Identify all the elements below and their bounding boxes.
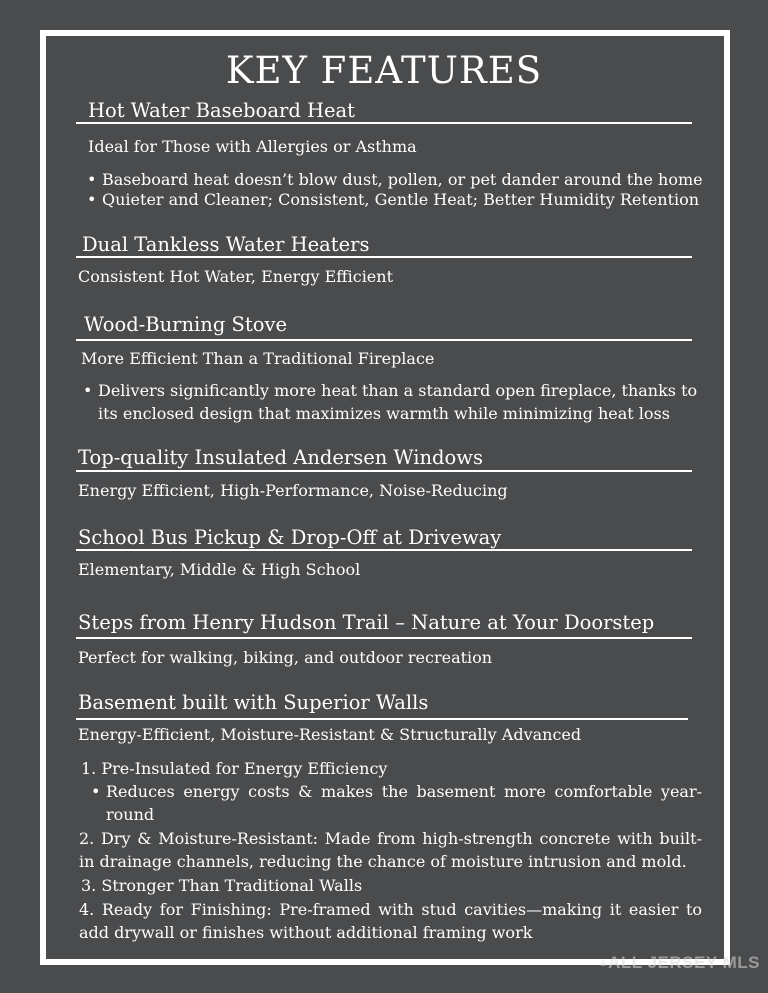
subtitle-school-bus: Elementary, Middle & High School (78, 560, 361, 579)
list-item: 1. Pre-Insulated for Energy Efficiency (81, 759, 388, 778)
heading-school-bus: School Bus Pickup & Drop-Off at Driveway (78, 526, 502, 549)
subtitle-henry-hudson-trail: Perfect for walking, biking, and outdoor recreation (78, 648, 493, 667)
list-item: 3. Stronger Than Traditional Walls (81, 876, 363, 895)
house-logo-icon (600, 946, 606, 980)
bullet-item: • Quieter and Cleaner; Consistent, Gentle Heat; Better Humidity Retention (102, 188, 699, 211)
bullet-item: • Reduces energy costs & makes the basement more comfortable year-round (106, 780, 702, 826)
heading-andersen-windows: Top-quality Insulated Andersen Windows (78, 446, 483, 469)
watermark-text: ALL JERSEY MLS (608, 953, 760, 972)
bullet-item: • Delivers significantly more heat than a standard open fireplace, thanks to its enclosed design that maximizes warmth while minimizing heat loss (98, 379, 700, 425)
heading-rule (76, 470, 692, 472)
heading-rule (76, 637, 692, 639)
subtitle-tankless-heaters: Consistent Hot Water, Energy Efficient (78, 267, 394, 286)
heading-rule (76, 122, 692, 124)
heading-tankless-heaters: Dual Tankless Water Heaters (82, 233, 370, 256)
heading-rule (76, 549, 692, 551)
subtitle-wood-stove: More Efficient Than a Traditional Fireplace (81, 349, 435, 368)
list-item: 4. Ready for Finishing: Pre-framed with stud cavities—making it easier to add drywall or finishes without additional framing work (79, 900, 702, 942)
heading-henry-hudson-trail: Steps from Henry Hudson Trail – Nature at Your Doorstep (78, 611, 655, 634)
list-item: 2. Dry & Moisture-Resistant: Made from high-strength concrete with built-in drainage channels, reducing the chance of moisture intrusion and mold. (79, 829, 702, 871)
heading-baseboard-heat: Hot Water Baseboard Heat (88, 99, 356, 122)
subtitle-superior-walls: Energy-Efficient, Moisture-Resistant & Structurally Advanced (78, 725, 582, 744)
heading-wood-stove: Wood-Burning Stove (84, 313, 288, 336)
all-jersey-mls-logo (600, 945, 760, 981)
bullet-item: • Baseboard heat doesn’t blow dust, pollen, or pet dander around the home (102, 168, 703, 191)
page-title: KEY FEATURES (225, 49, 543, 92)
heading-rule (76, 339, 692, 341)
heading-rule (76, 256, 692, 258)
subtitle-baseboard-heat: Ideal for Those with Allergies or Asthma (88, 137, 417, 156)
heading-superior-walls: Basement built with Superior Walls (78, 691, 429, 714)
heading-rule (76, 718, 688, 720)
subtitle-andersen-windows: Energy Efficient, High-Performance, Noise-Reducing (78, 481, 508, 500)
